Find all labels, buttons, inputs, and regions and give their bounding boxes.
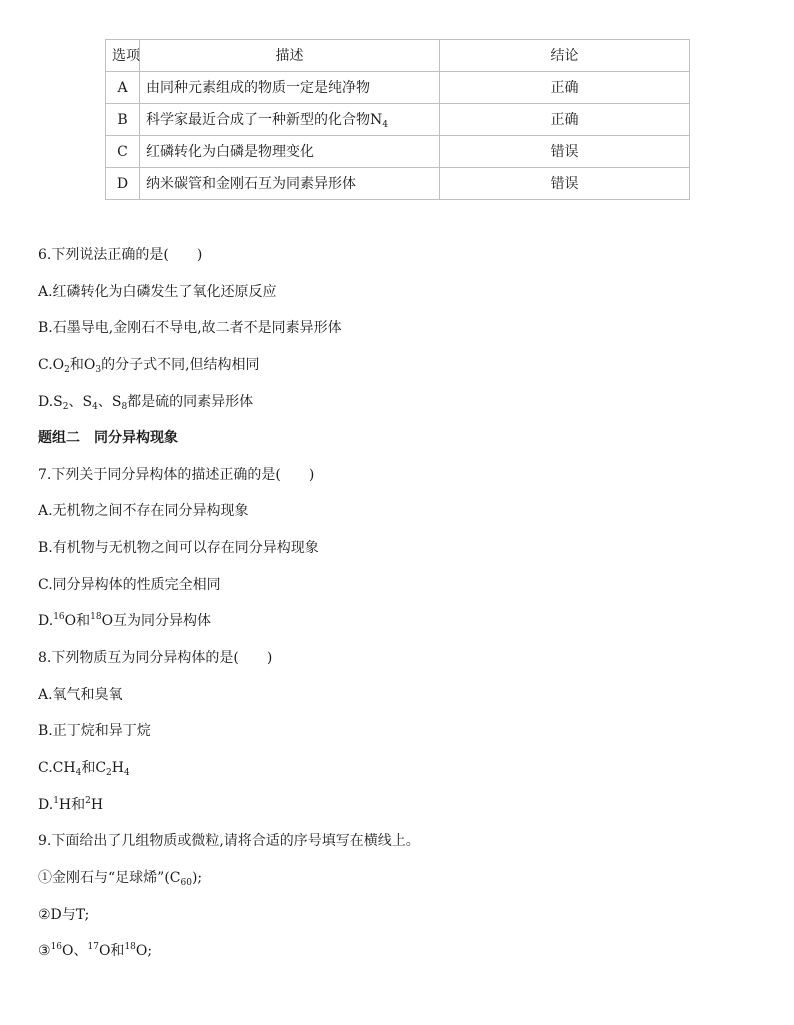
text: O和 (98, 943, 125, 959)
text: 和C (81, 760, 107, 776)
superscript: 1 (53, 796, 59, 806)
superscript: 2 (85, 796, 91, 806)
table-header-row (106, 40, 690, 72)
subscript: 4 (75, 768, 82, 778)
q9-item-2: ②D与T; (38, 907, 90, 923)
subscript: 4 (382, 119, 388, 130)
text: O; (135, 943, 153, 959)
row-option: A (106, 72, 140, 104)
q8-option-c (38, 759, 130, 777)
superscript: 18 (124, 942, 136, 952)
row-conclusion: 错误 (440, 136, 690, 168)
row-description-text: 科学家最近合成了一种新型的化合物N (146, 111, 383, 128)
subscript: 3 (95, 365, 102, 375)
text: 的分子式不同,但结构相同 (101, 357, 260, 373)
options-table (105, 39, 690, 200)
subscript: 2 (64, 365, 70, 375)
header-description: 描述 (140, 40, 440, 72)
q9-item-1 (38, 869, 202, 887)
q9-item-3 (38, 942, 152, 960)
text: 、S (68, 394, 93, 410)
text: 和O (69, 357, 96, 373)
text: D. (38, 797, 54, 813)
subscript: 2 (106, 768, 112, 778)
text: H (111, 760, 124, 776)
section-label: 题组二 (38, 430, 80, 446)
q6-option-c (38, 356, 260, 374)
text: O互为同分异构体 (101, 613, 212, 629)
text: H (90, 797, 104, 813)
text: D.S (38, 394, 63, 410)
q9-stem: 9.下面给出了几组物质或微粒,请将合适的序号填写在横线上。 (38, 833, 420, 849)
q7-option-d (38, 612, 211, 630)
section-heading (38, 429, 178, 447)
q6-stem: 6.下列说法正确的是( ) (38, 247, 203, 263)
text: C.O (38, 357, 65, 373)
text: C.CH (38, 760, 76, 776)
row-description: 纳米碳管和金刚石互为同素异形体 (140, 168, 440, 200)
row-option: D (106, 168, 140, 200)
superscript: 17 (87, 942, 99, 952)
table-row (106, 136, 690, 168)
row-option: C (106, 136, 140, 168)
superscript: 18 (90, 612, 102, 622)
q7-option-c: C.同分异构体的性质完全相同 (38, 577, 221, 593)
text: ①金刚石与“足球烯”(C (38, 870, 181, 886)
subscript: 4 (92, 402, 98, 412)
superscript: 16 (53, 612, 65, 622)
q8-option-a: A.氧气和臭氧 (38, 687, 123, 703)
q6-option-b: B.石墨导电,金刚石不导电,故二者不是同素异形体 (38, 320, 342, 336)
table-row (106, 104, 690, 136)
header-conclusion: 结论 (440, 40, 690, 72)
q8-option-d (38, 796, 103, 814)
q6-option-d (38, 393, 253, 411)
q7-option-a: A.无机物之间不存在同分异构现象 (38, 503, 249, 519)
text: ); (191, 870, 203, 886)
row-conclusion: 错误 (440, 168, 690, 200)
q7-stem: 7.下列关于同分异构体的描述正确的是( ) (38, 467, 315, 483)
text: O、 (62, 943, 88, 959)
row-conclusion: 正确 (440, 72, 690, 104)
row-description: 红磷转化为白磷是物理变化 (140, 136, 440, 168)
q8-stem: 8.下列物质互为同分异构体的是( ) (38, 650, 273, 666)
subscript: 2 (62, 402, 69, 412)
row-description: 由同种元素组成的物质一定是纯净物 (140, 72, 440, 104)
text: H和 (58, 797, 86, 813)
superscript: 16 (50, 942, 63, 952)
subscript: 8 (121, 402, 128, 412)
text: D. (38, 613, 54, 629)
row-conclusion: 正确 (440, 104, 690, 136)
table-row (106, 168, 690, 200)
q7-option-b: B.有机物与无机物之间可以存在同分异构现象 (38, 540, 319, 556)
table-row (106, 72, 690, 104)
text: O和 (64, 613, 91, 629)
text: ③ (38, 943, 51, 959)
section-title: 同分异构现象 (94, 430, 178, 446)
q6-option-a: A.红磷转化为白磷发生了氧化还原反应 (38, 284, 277, 300)
subscript: 60 (180, 878, 192, 888)
row-description (140, 104, 440, 136)
row-option: B (106, 104, 140, 136)
subscript: 4 (124, 768, 130, 778)
q8-option-b: B.正丁烷和异丁烷 (38, 723, 151, 739)
text: 、S (97, 394, 122, 410)
text: 都是硫的同素异形体 (127, 394, 254, 410)
header-option: 选项 (106, 40, 140, 72)
